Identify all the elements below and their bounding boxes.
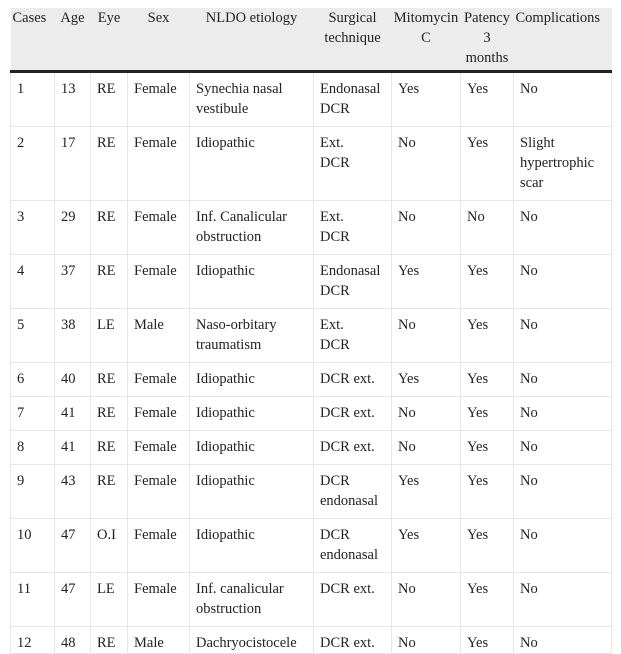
table-row — [11, 127, 612, 201]
cell-case: 8 — [11, 431, 55, 465]
cell-line: DCR ext. — [320, 581, 375, 597]
cell-line: scar — [520, 175, 544, 191]
cell-complications — [514, 431, 612, 465]
cell-case: 3 — [11, 201, 55, 255]
cell-line: No — [520, 81, 538, 97]
table-row — [11, 627, 612, 654]
cell-line: No — [520, 527, 538, 543]
cell-technique — [314, 309, 392, 363]
cell-complications — [514, 309, 612, 363]
table-row — [11, 363, 612, 397]
cell-patency: Yes — [461, 431, 514, 465]
header-patency-line: months — [465, 50, 509, 66]
cell-case: 6 — [11, 363, 55, 397]
table-row — [11, 465, 612, 519]
cell-line: No — [520, 209, 538, 225]
cell-line: Ext. — [320, 317, 344, 333]
cell-case: 7 — [11, 397, 55, 431]
cell-age: 37 — [55, 255, 91, 309]
cell-age: 13 — [55, 72, 91, 127]
cell-sex: Female — [128, 465, 190, 519]
cell-technique — [314, 201, 392, 255]
cell-etiology — [190, 127, 314, 201]
cell-sex: Female — [128, 201, 190, 255]
cell-line: Endonasal — [320, 81, 381, 97]
cell-age: 29 — [55, 201, 91, 255]
cell-technique — [314, 519, 392, 573]
cell-case: 12 — [11, 627, 55, 654]
cell-line: traumatism — [196, 337, 262, 353]
cell-patency: Yes — [461, 465, 514, 519]
cell-sex: Female — [128, 255, 190, 309]
cell-eye: RE — [91, 397, 128, 431]
cell-technique — [314, 573, 392, 627]
cell-technique — [314, 397, 392, 431]
cell-patency: Yes — [461, 573, 514, 627]
cell-patency: Yes — [461, 127, 514, 201]
cell-line: No — [520, 581, 538, 597]
header-age: Age — [55, 8, 91, 72]
cell-line: Endonasal — [320, 263, 381, 279]
cell-line: endonasal — [320, 547, 378, 563]
table-row — [11, 519, 612, 573]
cell-line: Naso-orbitary — [196, 317, 277, 333]
cell-line: Idiopathic — [196, 263, 255, 279]
cell-patency: No — [461, 201, 514, 255]
cell-age: 40 — [55, 363, 91, 397]
cell-mitomycin: No — [392, 201, 461, 255]
table-row — [11, 201, 612, 255]
cell-mitomycin: No — [392, 397, 461, 431]
cell-line: No — [520, 473, 538, 489]
cell-mitomycin: Yes — [392, 465, 461, 519]
cell-line: No — [520, 405, 538, 421]
table-row — [11, 431, 612, 465]
cell-line: Idiopathic — [196, 135, 255, 151]
cell-complications — [514, 465, 612, 519]
cell-line: Idiopathic — [196, 405, 255, 421]
cell-eye: RE — [91, 431, 128, 465]
header-technique-line: Surgical — [328, 10, 377, 26]
cell-patency: Yes — [461, 519, 514, 573]
cell-eye: RE — [91, 201, 128, 255]
cell-patency: Yes — [461, 627, 514, 654]
header-patency-line: 3 — [483, 30, 491, 46]
cell-etiology — [190, 465, 314, 519]
cell-eye: RE — [91, 255, 128, 309]
cell-line: Synechia nasal — [196, 81, 283, 97]
cell-age: 38 — [55, 309, 91, 363]
header-mitomycin-line: C — [421, 30, 431, 46]
cell-age: 43 — [55, 465, 91, 519]
cases-table — [10, 8, 612, 654]
header-mitomycin-line: Mitomycin — [393, 10, 459, 26]
cell-line: No — [520, 317, 538, 333]
table-header — [11, 8, 612, 72]
cell-etiology — [190, 519, 314, 573]
cell-sex: Male — [128, 627, 190, 654]
cell-line: DCR ext. — [320, 439, 375, 455]
cell-line: Ext. — [320, 209, 344, 225]
header-technique — [314, 8, 392, 72]
cell-line: No — [520, 263, 538, 279]
cell-mitomycin: No — [392, 309, 461, 363]
cell-age: 47 — [55, 573, 91, 627]
header-sex: Sex — [128, 8, 190, 72]
cell-technique — [314, 127, 392, 201]
cell-eye: LE — [91, 309, 128, 363]
cell-case: 9 — [11, 465, 55, 519]
cell-line: obstruction — [196, 229, 262, 245]
cell-line: DCR — [320, 229, 350, 245]
cell-line: DCR ext. — [320, 635, 375, 651]
cell-etiology — [190, 72, 314, 127]
cell-eye: RE — [91, 363, 128, 397]
cell-line: Slight — [520, 135, 555, 151]
cell-technique — [314, 255, 392, 309]
cell-sex: Female — [128, 72, 190, 127]
cell-line: obstruction — [196, 601, 262, 617]
cell-technique — [314, 431, 392, 465]
cell-sex: Female — [128, 573, 190, 627]
cell-line: Idiopathic — [196, 439, 255, 455]
cell-mitomycin: No — [392, 127, 461, 201]
cell-mitomycin: Yes — [392, 519, 461, 573]
table-row — [11, 397, 612, 431]
cell-age: 41 — [55, 431, 91, 465]
cell-case: 2 — [11, 127, 55, 201]
header-complications: Complications — [514, 8, 612, 72]
cell-complications — [514, 363, 612, 397]
cell-line: endonasal — [320, 493, 378, 509]
cell-case: 10 — [11, 519, 55, 573]
cell-sex: Male — [128, 309, 190, 363]
cell-etiology — [190, 431, 314, 465]
cell-mitomycin: Yes — [392, 255, 461, 309]
cell-complications — [514, 127, 612, 201]
cell-age: 47 — [55, 519, 91, 573]
header-etiology: NLDO etiology — [190, 8, 314, 72]
cell-line: Idiopathic — [196, 371, 255, 387]
cell-line: No — [520, 371, 538, 387]
header-row — [11, 8, 612, 72]
table-row — [11, 72, 612, 127]
cell-sex: Female — [128, 397, 190, 431]
cell-mitomycin: No — [392, 627, 461, 654]
cell-eye: RE — [91, 127, 128, 201]
cell-line: DCR — [320, 155, 350, 171]
cell-patency: Yes — [461, 309, 514, 363]
cases-table-container — [10, 8, 611, 654]
cell-complications — [514, 201, 612, 255]
cell-etiology — [190, 573, 314, 627]
cell-eye: O.I — [91, 519, 128, 573]
cell-line: DCR — [320, 337, 350, 353]
header-cases: Cases — [11, 8, 55, 72]
cell-patency: Yes — [461, 255, 514, 309]
cell-line: No — [520, 635, 538, 651]
cell-line: vestibule — [196, 101, 249, 117]
table-body — [11, 72, 612, 654]
cell-eye: RE — [91, 72, 128, 127]
cell-etiology — [190, 255, 314, 309]
cell-patency: Yes — [461, 72, 514, 127]
table-row — [11, 309, 612, 363]
cell-eye: RE — [91, 465, 128, 519]
cell-line: DCR — [320, 527, 350, 543]
cell-line: DCR ext. — [320, 405, 375, 421]
table-row — [11, 255, 612, 309]
cell-line: hypertrophic — [520, 155, 595, 171]
cell-complications — [514, 627, 612, 654]
cell-line: DCR — [320, 283, 350, 299]
cell-complications — [514, 255, 612, 309]
cell-line: Idiopathic — [196, 473, 255, 489]
header-eye: Eye — [91, 8, 128, 72]
cell-complications — [514, 519, 612, 573]
cell-sex: Female — [128, 519, 190, 573]
cell-etiology — [190, 627, 314, 654]
cell-eye: LE — [91, 573, 128, 627]
cell-etiology — [190, 309, 314, 363]
cell-case: 4 — [11, 255, 55, 309]
cell-age: 41 — [55, 397, 91, 431]
cell-patency: Yes — [461, 397, 514, 431]
cell-complications — [514, 72, 612, 127]
cell-case: 5 — [11, 309, 55, 363]
cell-complications — [514, 573, 612, 627]
cell-technique — [314, 363, 392, 397]
cell-line: Idiopathic — [196, 527, 255, 543]
cell-eye: RE — [91, 627, 128, 654]
cell-patency: Yes — [461, 363, 514, 397]
cell-complications — [514, 397, 612, 431]
cell-etiology — [190, 397, 314, 431]
cell-line: DCR — [320, 101, 350, 117]
header-mitomycin — [392, 8, 461, 72]
cell-line: Inf. canalicular — [196, 581, 284, 597]
cell-line: Inf. Canalicular — [196, 209, 287, 225]
cell-sex: Female — [128, 127, 190, 201]
cell-sex: Female — [128, 363, 190, 397]
cell-mitomycin: Yes — [392, 363, 461, 397]
cell-etiology — [190, 201, 314, 255]
cell-mitomycin: No — [392, 431, 461, 465]
cell-case: 1 — [11, 72, 55, 127]
cell-line: DCR — [320, 473, 350, 489]
header-technique-line: technique — [324, 30, 381, 46]
header-patency — [461, 8, 514, 72]
cell-sex: Female — [128, 431, 190, 465]
cell-etiology — [190, 363, 314, 397]
cell-line: Dachryocistocele — [196, 635, 297, 651]
cell-technique — [314, 72, 392, 127]
cell-line: Ext. — [320, 135, 344, 151]
cell-mitomycin: No — [392, 573, 461, 627]
cell-mitomycin: Yes — [392, 72, 461, 127]
cell-line: DCR ext. — [320, 371, 375, 387]
cell-line: No — [520, 439, 538, 455]
cell-technique — [314, 465, 392, 519]
header-patency-line: Patency — [464, 10, 510, 26]
table-row — [11, 573, 612, 627]
cell-case: 11 — [11, 573, 55, 627]
cell-age: 48 — [55, 627, 91, 654]
cell-technique — [314, 627, 392, 654]
cell-age: 17 — [55, 127, 91, 201]
